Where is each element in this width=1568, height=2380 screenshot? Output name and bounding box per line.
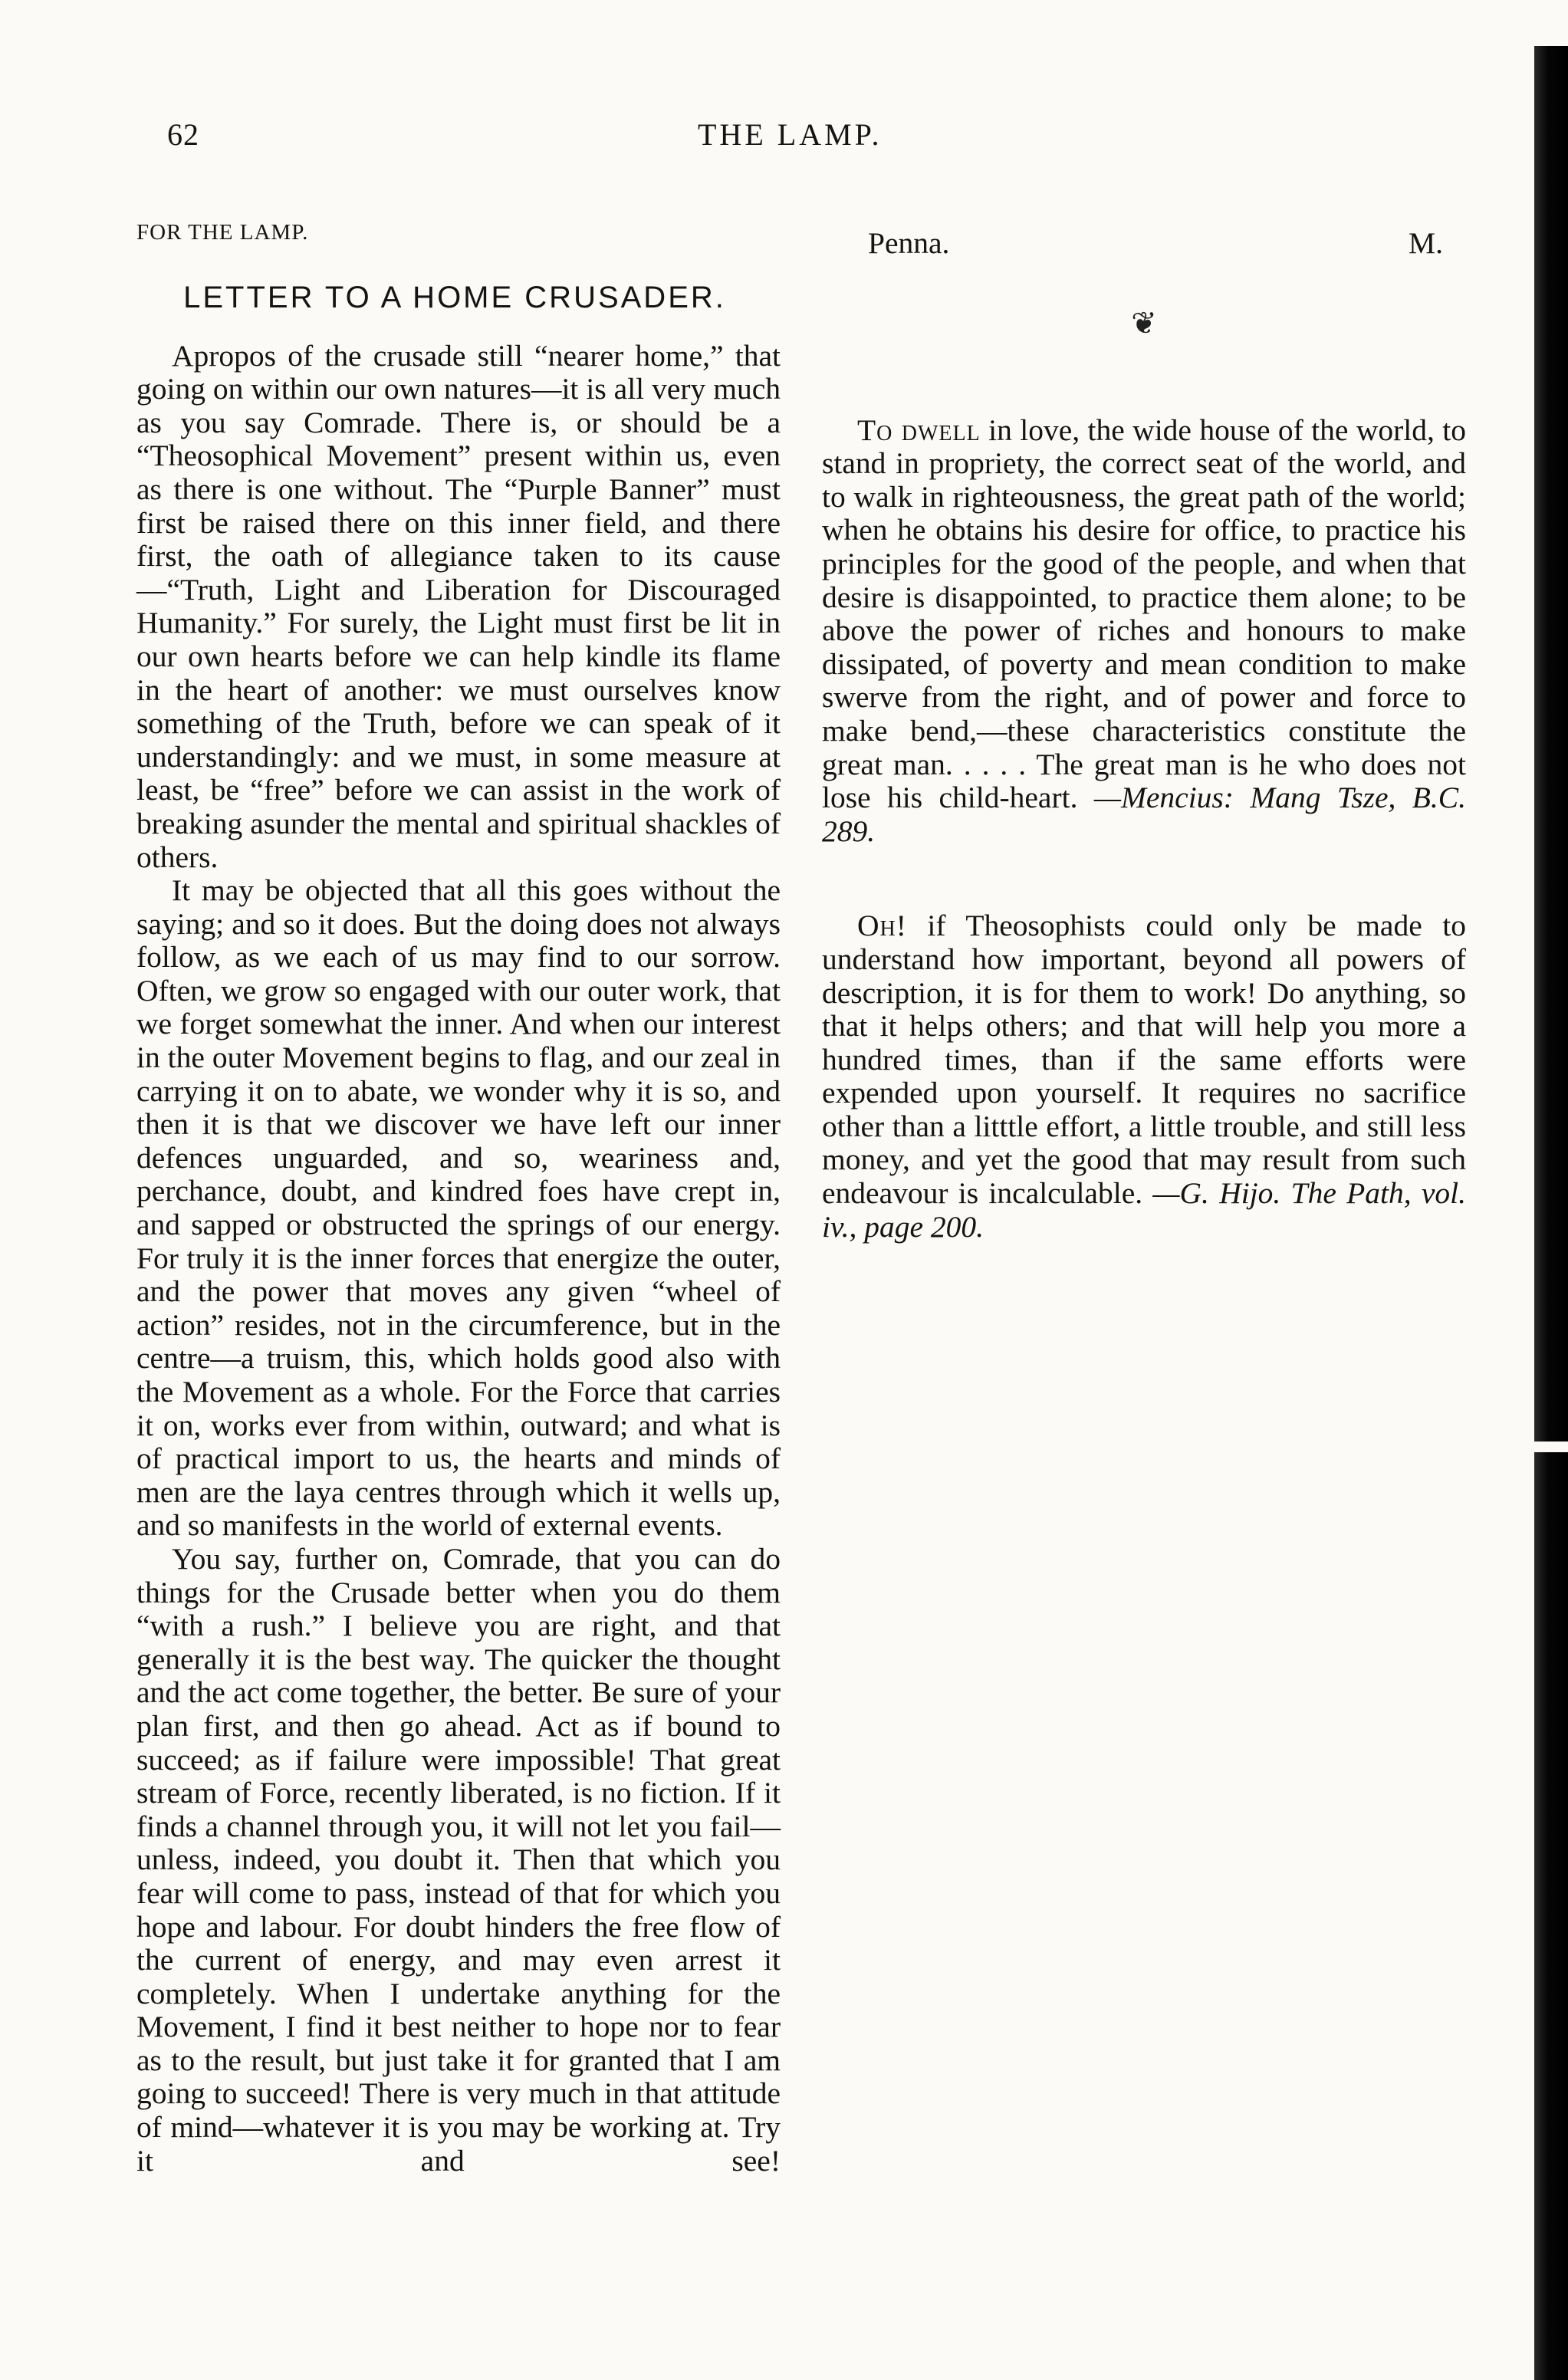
article-paragraph-3: You say, further on, Comrade, that you can do things for the Crusade better when you do them “with a rush.” I believe you are right, and that generally it is the best way. The quicker the thought and the act come together, the better. Be sure of your plan first, and then go ahead. Act as if bound to succeed; as if failure were impossible! That great stream of Force, recently liberated, is no fiction. If it finds a channel through you, it will not let you fail—unless, indeed, you doubt it. Then that which you fear will come to pass, instead of that for which you hope and labour. For doubt hinders the free flow of the current of energy, and may even arrest it completely. When I undertake anything for the Movement, I find it best neither to hope nor to fear as to the result, but just take it for granted that I am going to succeed! There is very much in that attitude of mind—whatever it is you may be working at. Try it and see! [136, 1541, 781, 2178]
page-number: 62 [167, 117, 199, 152]
journal-title: THE LAMP. [698, 117, 883, 152]
mencius-quote [822, 414, 1466, 849]
mencius-citation: —Mencius: Mang Tsze, B.C. 289. [822, 781, 1466, 848]
signoff-place: Penna. [868, 226, 950, 260]
right-column [822, 227, 1466, 1305]
article-paragraph-2: It may be objected that all this goes without the saying; and so it does. But the doing does not always follow, as we each of us may find to our sorrow. Often, we grow so engaged with our outer work, that we forget somewhat the inner. And when our interest in the outer Movement begins to flag, and our zeal in carrying it on to abate, we wonder why it is so, and then it is that we discover we have left our inner defences unguarded, and so, weariness and, perchance, doubt, and kindred foes have crept in, and sapped or obstructed the springs of our energy. For truly it is the inner forces that energize the outer, and the power that moves any given “wheel of action” resides, not in the circumference, but in the centre—a truism, this, which holds good also with the Movement as a whole. For the Force that carries it on, works ever from within, outward; and what is of practical import to us, the hearts and minds of men are the laya centres through which it wells up, and so manifests in the world of external events. [136, 873, 781, 1543]
signoff-author: M. [1409, 226, 1443, 260]
hijo-citation: —G. Hijo. The Path, vol. iv., page 200. [822, 1176, 1467, 1244]
hijo-quote-lead: Oh! [857, 909, 907, 943]
hijo-quote-text [822, 909, 1466, 1244]
mencius-quote-text [822, 414, 1466, 849]
article-paragraph-1: Apropos of the crusade still “nearer home,” that going on within our own natures—it is all very much as you say Comrade. There is, or should be a “Theosophical Movement” present within us, even as there is one without. The “Purple Banner” must first be raised there on this inner field, and there first, the oath of allegiance taken to its cause—“Truth, Light and Liberation for Discouraged Humanity.” For surely, the Light must first be lit in our own hearts before we can help kindle its flame in the heart of another: we must ourselves know something of the Truth, before we can speak of it understandingly: and we must, in some measure at least, be “free” before we can assist in the work of breaking asunder the mental and spiritual shackles of others. [136, 338, 781, 874]
page-binding-edge [1534, 46, 1568, 2380]
hijo-quote-body: if Theosophists could only be made to understand how important, beyond all powers of description, it is for them to work! Do anything, so that it helps others; and that will help you more a hundred times, than if the same efforts were expended upon yourself. It requires no sacrifice other than a litttle effort, a little trouble, and still less money, and yet the good that may result from such endeavour is incalculable. [822, 909, 1466, 1211]
signoff [822, 227, 1466, 261]
page-binding-gap [1534, 1441, 1568, 1452]
article-title: LETTER TO A HOME CRUSADER. [183, 280, 726, 314]
ornament-divider: ❦ [1131, 305, 1157, 340]
for-line: FOR THE LAMP. [136, 220, 309, 245]
left-column [136, 216, 781, 2178]
running-head [0, 117, 1503, 163]
mencius-quote-body: in love, the wide house of the world, to stand in propriety, the correct seat of the world, and to walk in righteousness, the great path of the world; when he obtains his desire for office, to practice his principles for the good of the people, and when that desire is disappointed, to practice them alone; to be above the power of riches and honours to make dissipated, of poverty and mean condition to make swerve from the right, and of power and force to make bend,—these characteristics constitute the great man. . . . . The great man is he who does not lose his child-heart. [822, 413, 1467, 815]
hijo-quote [822, 909, 1466, 1244]
mencius-quote-lead: To dwell [857, 413, 981, 447]
